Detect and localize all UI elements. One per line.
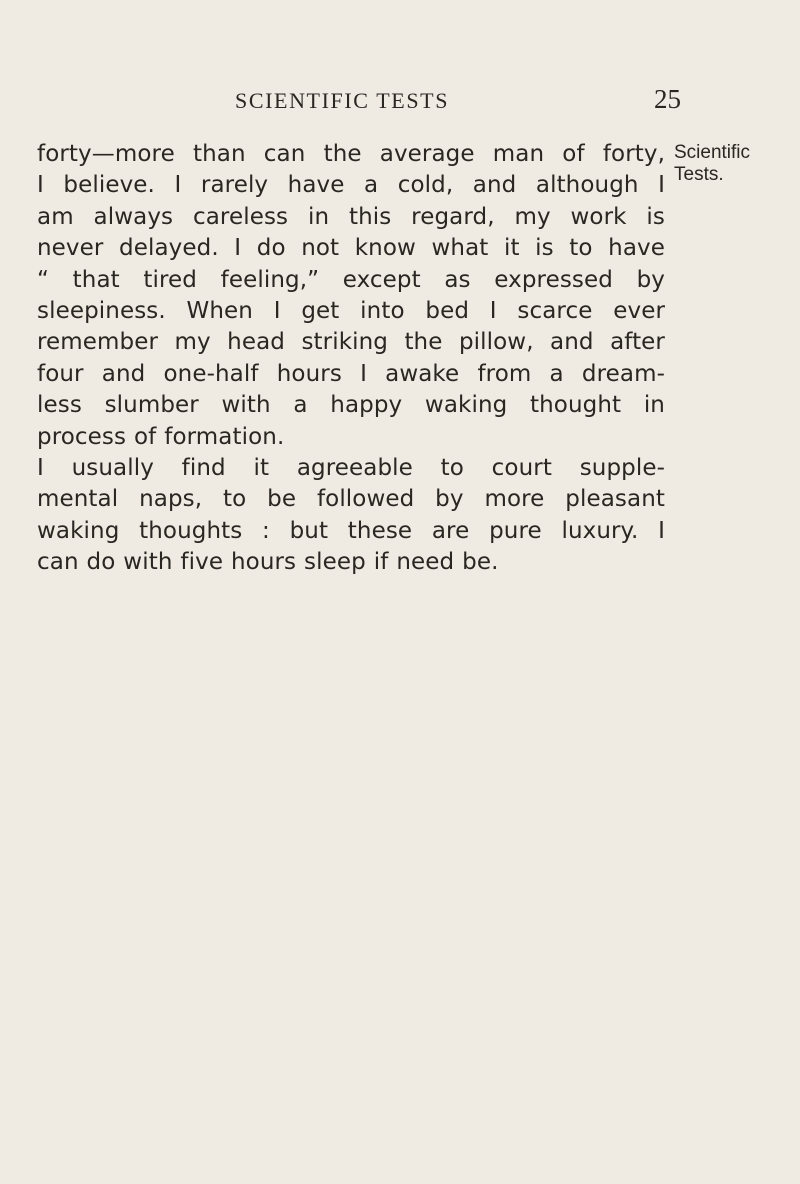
margin-note-line: Scientific	[674, 142, 751, 163]
text-line: less slumber with a happy waking thought in	[37, 392, 665, 419]
text-line: never delayed. I do not know what it is to have	[37, 235, 665, 262]
text-line: I believe. I rarely have a cold, and although I	[37, 172, 665, 199]
text-line: “ that tired feeling,” except as expressed by	[37, 266, 665, 293]
body-text	[37, 139, 665, 578]
text-line: forty—more than can the average man of forty,	[37, 141, 665, 167]
paragraph-2	[37, 453, 665, 579]
text-line: remember my head striking the pillow, and after	[37, 329, 665, 356]
text-line: four and one-half hours I awake from a dream-	[37, 360, 665, 387]
page-number: 25	[654, 84, 681, 114]
text-line: can do with five hours sleep if need be.	[37, 549, 499, 576]
text-line: process of formation.	[37, 423, 285, 450]
margin-note	[674, 142, 794, 186]
text-line: waking thoughts : but these are pure luxury. I	[37, 517, 665, 544]
running-title: SCIENTIFIC TESTS	[235, 88, 450, 113]
paragraph-1	[37, 139, 665, 453]
margin-note-line: Tests.	[674, 164, 724, 185]
text-line: sleepiness. When I get into bed I scarce ever	[37, 297, 665, 324]
text-line: am always careless in this regard, my work is	[37, 203, 665, 230]
text-line: mental naps, to be followed by more pleasant	[37, 486, 665, 513]
text-line: I usually find it agreeable to court supple-	[37, 454, 665, 481]
running-head	[235, 84, 681, 122]
